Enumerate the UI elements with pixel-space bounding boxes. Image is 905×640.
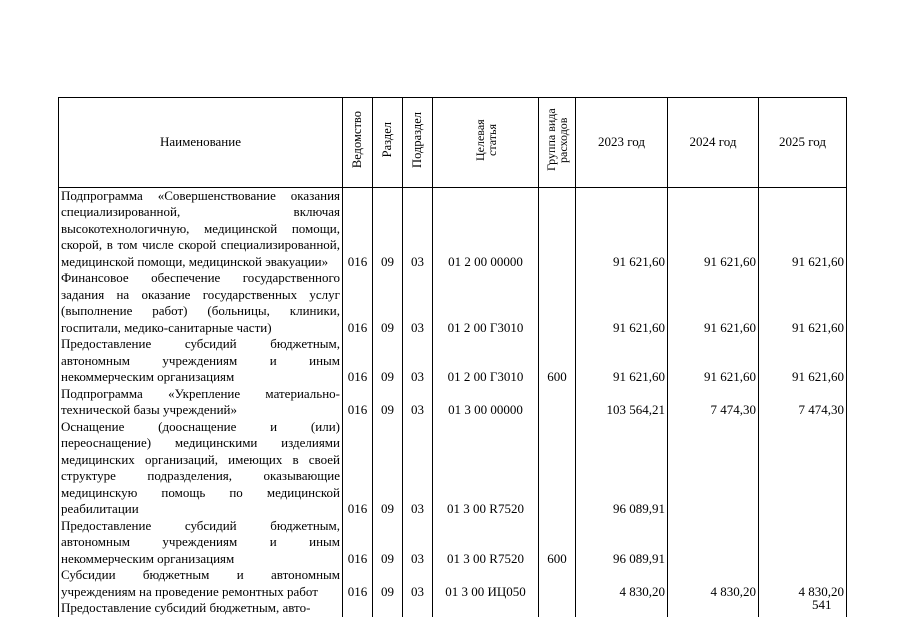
row-razdel: 09 xyxy=(373,518,403,568)
row-vedomstvo xyxy=(343,600,373,617)
table-row xyxy=(59,187,847,270)
row-2025: 7 474,30 xyxy=(759,386,847,419)
row-2025 xyxy=(759,518,847,568)
row-2025: 91 621,60 xyxy=(759,270,847,336)
row-name: Предоставление субсидий бюджетным, авто- xyxy=(59,600,343,617)
row-name: Подпрограмма «Укрепление материально-технической базы учреждений» xyxy=(59,386,343,419)
table-row xyxy=(59,336,847,386)
row-2023: 96 089,91 xyxy=(576,419,668,518)
row-2024: 91 621,60 xyxy=(668,270,759,336)
row-vedomstvo: 016 xyxy=(343,419,373,518)
row-celevaya-statya: 01 2 00 Г3010 xyxy=(433,336,539,386)
row-2025 xyxy=(759,600,847,617)
row-celevaya-statya: 01 3 00 ИЦ050 xyxy=(433,567,539,600)
header-2025: 2025 год xyxy=(759,98,847,188)
row-vedomstvo: 016 xyxy=(343,187,373,270)
header-2024: 2024 год xyxy=(668,98,759,188)
row-name: Финансовое обеспечение государственного задания на оказание государственных услуг (выполнение работ) (больницы, клиники, госпитали, медико-санитарные части) xyxy=(59,270,343,336)
row-razdel xyxy=(373,600,403,617)
table-row xyxy=(59,419,847,518)
row-podrazdel: 03 xyxy=(403,567,433,600)
row-razdel: 09 xyxy=(373,419,403,518)
header-razdel: Раздел xyxy=(373,98,403,188)
row-gruppa: 600 xyxy=(539,518,576,568)
row-vedomstvo: 016 xyxy=(343,567,373,600)
row-gruppa xyxy=(539,419,576,518)
row-gruppa xyxy=(539,600,576,617)
table-row xyxy=(59,567,847,600)
row-celevaya-statya xyxy=(433,600,539,617)
row-name: Оснащение (дооснащение и (или) переоснащение) медицинскими изделиями медицинских организаций, имеющих в своей структуре подразделения, оказывающие медицинскую помощь по медицинской реабилитации xyxy=(59,419,343,518)
row-2024 xyxy=(668,600,759,617)
row-vedomstvo: 016 xyxy=(343,386,373,419)
row-2025 xyxy=(759,419,847,518)
row-gruppa xyxy=(539,187,576,270)
row-celevaya-statya: 01 2 00 00000 xyxy=(433,187,539,270)
row-podrazdel: 03 xyxy=(403,386,433,419)
header-celevaya-statya: Целевая статья xyxy=(433,98,539,188)
row-podrazdel xyxy=(403,600,433,617)
row-vedomstvo: 016 xyxy=(343,336,373,386)
table-row xyxy=(59,600,847,617)
row-2024 xyxy=(668,419,759,518)
header-vedomstvo: Ведомство xyxy=(343,98,373,188)
budget-table xyxy=(58,97,847,617)
row-2025: 4 830,20 xyxy=(759,567,847,600)
row-2024: 91 621,60 xyxy=(668,336,759,386)
row-2024: 7 474,30 xyxy=(668,386,759,419)
row-name: Предоставление субсидий бюджетным, автономным учреждениям и иным некоммерческим организациям xyxy=(59,336,343,386)
row-2023: 91 621,60 xyxy=(576,187,668,270)
header-name: Наименование xyxy=(59,98,343,188)
row-razdel: 09 xyxy=(373,567,403,600)
row-gruppa xyxy=(539,567,576,600)
row-2023: 103 564,21 xyxy=(576,386,668,419)
row-razdel: 09 xyxy=(373,187,403,270)
table-header-row xyxy=(59,98,847,188)
row-vedomstvo: 016 xyxy=(343,270,373,336)
row-2023: 96 089,91 xyxy=(576,518,668,568)
row-2023: 91 621,60 xyxy=(576,336,668,386)
row-gruppa xyxy=(539,270,576,336)
row-podrazdel: 03 xyxy=(403,518,433,568)
row-podrazdel: 03 xyxy=(403,336,433,386)
row-celevaya-statya: 01 3 00 R7520 xyxy=(433,518,539,568)
row-2023: 4 830,20 xyxy=(576,567,668,600)
row-podrazdel: 03 xyxy=(403,419,433,518)
header-gruppa-vida-rashodov: Группа вида расходов xyxy=(539,98,576,188)
row-vedomstvo: 016 xyxy=(343,518,373,568)
row-2024: 91 621,60 xyxy=(668,187,759,270)
row-2024 xyxy=(668,518,759,568)
row-celevaya-statya: 01 3 00 00000 xyxy=(433,386,539,419)
row-2025: 91 621,60 xyxy=(759,336,847,386)
header-2023: 2023 год xyxy=(576,98,668,188)
row-2025: 91 621,60 xyxy=(759,187,847,270)
table-row xyxy=(59,518,847,568)
header-podrazdel: Подраздел xyxy=(403,98,433,188)
row-gruppa: 600 xyxy=(539,336,576,386)
row-podrazdel: 03 xyxy=(403,187,433,270)
table-row xyxy=(59,270,847,336)
row-podrazdel: 03 xyxy=(403,270,433,336)
row-celevaya-statya: 01 3 00 R7520 xyxy=(433,419,539,518)
row-celevaya-statya: 01 2 00 Г3010 xyxy=(433,270,539,336)
table-row xyxy=(59,386,847,419)
row-name: Предоставление субсидий бюджетным, автономным учреждениям и иным некоммерческим организациям xyxy=(59,518,343,568)
row-gruppa xyxy=(539,386,576,419)
row-2023 xyxy=(576,600,668,617)
row-2023: 91 621,60 xyxy=(576,270,668,336)
row-razdel: 09 xyxy=(373,336,403,386)
row-name: Подпрограмма «Совершенствование оказания специализированной, включая высокотехнологичную, медицинской помощи, скорой, в том числе скорой специализированной, медицинской помощи, медицинской эвакуации» xyxy=(59,187,343,270)
row-name: Субсидии бюджетным и автономным учреждениям на проведение ремонтных работ xyxy=(59,567,343,600)
row-2024: 4 830,20 xyxy=(668,567,759,600)
row-razdel: 09 xyxy=(373,386,403,419)
row-razdel: 09 xyxy=(373,270,403,336)
page-number: 541 xyxy=(812,597,832,612)
